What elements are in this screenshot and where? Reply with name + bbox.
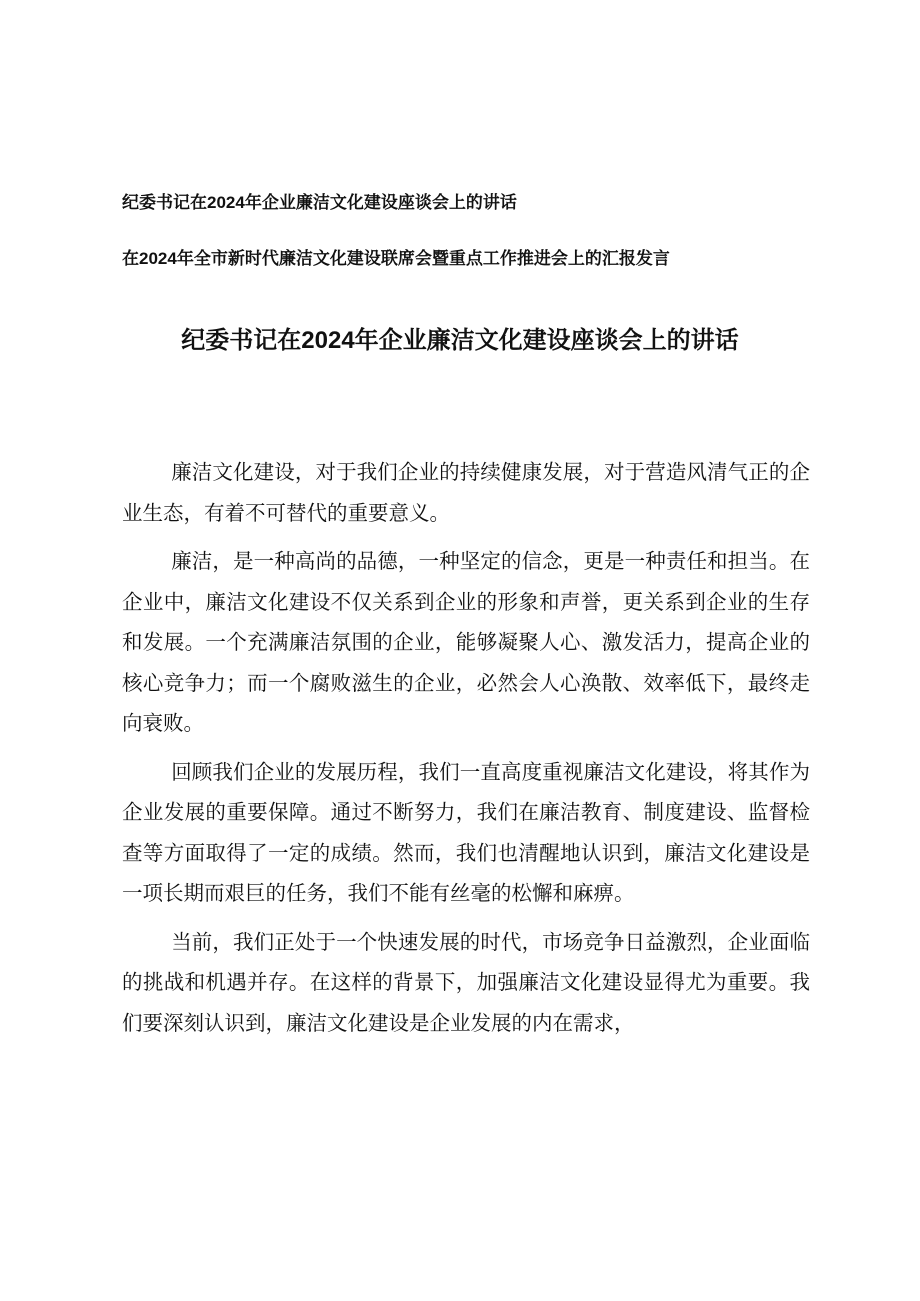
toc-item-1: 纪委书记在2024年企业廉洁文化建设座谈会上的讲话 bbox=[122, 193, 517, 212]
paragraph: 回顾我们企业的发展历程，我们一直高度重视廉洁文化建设，将其作为企业发展的重要保障。通过不断努力，我们在廉洁教育、制度建设、监督检查等方面取得了一定的成绩。然而，我们也清醒地认识到，廉洁文化建设是一项长期而艰巨的任务，我们不能有丝毫的松懈和麻痹。 bbox=[122, 759, 810, 905]
toc-item-2: 在2024年全市新时代廉洁文化建设联席会暨重点工作推进会上的汇报发言 bbox=[122, 249, 670, 268]
paragraph: 廉洁文化建设，对于我们企业的持续健康发展，对于营造风清气正的企业生态，有着不可替代的重要意义。 bbox=[122, 460, 810, 525]
paragraph: 当前，我们正处于一个快速发展的时代，市场竞争日益激烈，企业面临的挑战和机遇并存。在这样的背景下，加强廉洁文化建设显得尤为重要。我们要深刻认识到，廉洁文化建设是企业发展的内在需求， bbox=[122, 929, 810, 1035]
document-body bbox=[122, 452, 810, 1043]
paragraph: 廉洁，是一种高尚的品德，一种坚定的信念，更是一种责任和担当。在企业中，廉洁文化建设不仅关系到企业的形象和声誉，更关系到企业的生存和发展。一个充满廉洁氛围的企业，能够凝聚人心、激发活力，提高企业的核心竞争力；而一个腐败滋生的企业，必然会人心涣散、效率低下，最终走向衰败。 bbox=[122, 549, 810, 735]
document-title: 纪委书记在2024年企业廉洁文化建设座谈会上的讲话 bbox=[181, 327, 739, 354]
